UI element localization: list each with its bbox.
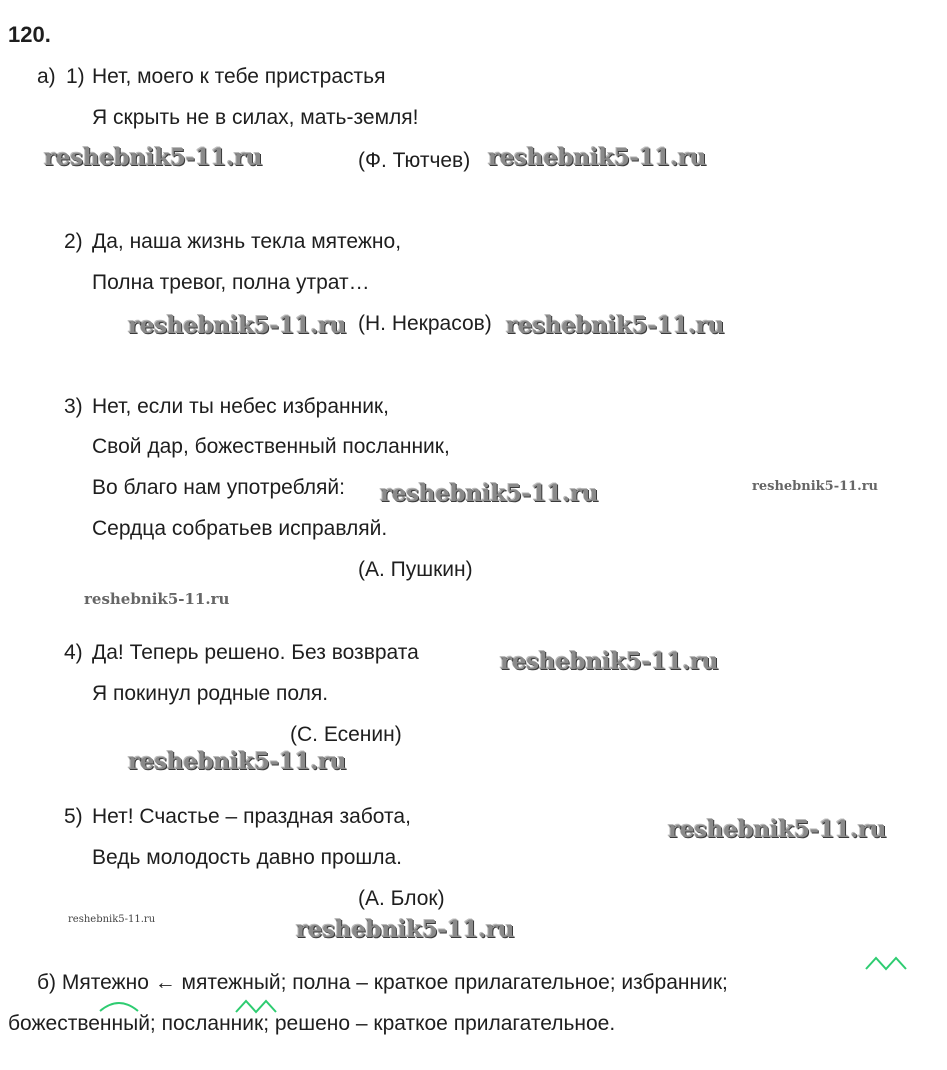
watermark: reshebnik5-11.ru [44, 144, 263, 171]
exercise-number: 120. [8, 22, 51, 47]
part-b-line-2: божественный; посланник; решено – краткое прилагательное. [8, 1012, 616, 1035]
part-a-marker: а) [37, 65, 56, 88]
poem-line: Нет! Счастье – праздная забота, [92, 805, 411, 828]
watermark: reshebnik5-11.ru [380, 480, 599, 507]
poem-line: Нет, если ты небес избранник, [92, 395, 389, 418]
poem-author: (А. Блок) [358, 887, 445, 910]
watermark: reshebnik5-11.ru [84, 590, 230, 608]
watermark: reshebnik5-11.ru [128, 748, 347, 775]
poem-author: (Ф. Тютчев) [358, 149, 471, 172]
poem-number: 5) [64, 805, 83, 828]
watermark: reshebnik5-11.ru [668, 816, 887, 843]
poem-number: 2) [64, 230, 83, 253]
poem-number: 1) [66, 65, 85, 88]
suffix-mark-icon [234, 998, 278, 1014]
poem-number: 4) [64, 641, 83, 664]
poem-author: (Н. Некрасов) [358, 312, 492, 335]
poem-line: Да! Теперь решено. Без возврата [92, 641, 419, 664]
part-b [37, 962, 937, 1004]
poem-number: 3) [64, 395, 83, 418]
watermark: reshebnik5-11.ru [506, 312, 725, 339]
poem-line: Нет, моего к тебе пристрастья [92, 65, 386, 88]
poem-line: Свой дар, божественный посланник, [92, 435, 450, 458]
watermark: reshebnik5-11.ru [296, 916, 515, 943]
suffix-arc-icon [98, 997, 142, 1013]
watermark: reshebnik5-11.ru [128, 312, 347, 339]
watermark: reshebnik5-11.ru [500, 648, 719, 675]
poem-author: (А. Пушкин) [358, 558, 473, 581]
poem-line: Ведь молодость давно прошла. [92, 846, 402, 869]
poem-author: (С. Есенин) [290, 723, 402, 746]
poem-line: Да, наша жизнь текла мятежно, [92, 230, 402, 253]
part-b-line-1: б) Мятежно ← мятежный; полна – краткое прилагательное; избранник; [37, 971, 728, 994]
suffix-mark-icon [864, 955, 908, 971]
poem-line: Я покинул родные поля. [92, 682, 329, 705]
watermark: reshebnik5-11.ru [68, 914, 156, 925]
poem-line: Сердца собратьев исправляй. [92, 517, 388, 540]
poem-line: Полна тревог, полна утрат… [92, 271, 370, 294]
watermark: reshebnik5-11.ru [752, 479, 879, 494]
watermark: reshebnik5-11.ru [488, 144, 707, 171]
poem-line: Я скрыть не в силах, мать-земля! [92, 106, 419, 129]
poem-line: Во благо нам употребляй: [92, 476, 345, 499]
